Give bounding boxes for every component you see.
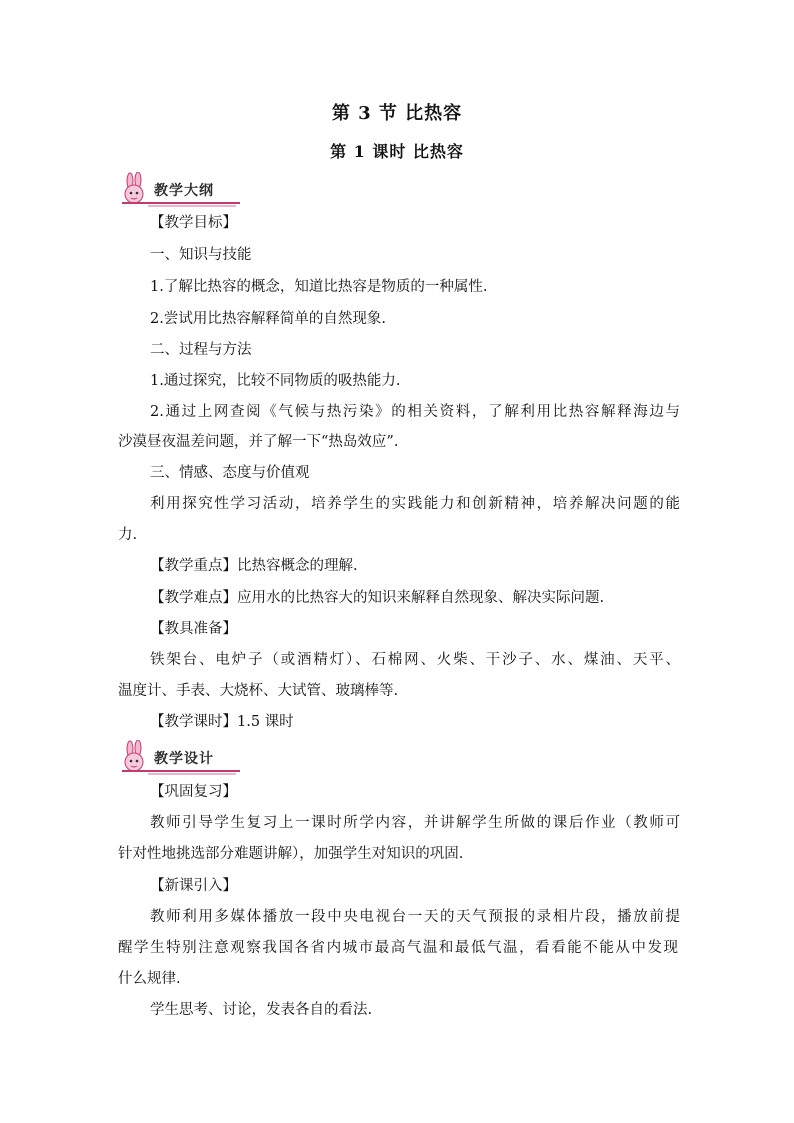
banner-label: 教学设计 (154, 751, 214, 767)
paragraph-line: 教师引导学生复习上一课时所学内容，并讲解学生所做的课后作业（教师可 (150, 815, 680, 831)
list-item: 1.通过探究，比较不同物质的吸热能力. (150, 373, 401, 389)
paragraph-line: 利用探究性学习活动，培养学生的实践能力和创新精神，培养解决问题的能 (150, 496, 680, 512)
section-title: 第 3 节 比热容 (331, 103, 463, 124)
banner-teaching-outline (118, 172, 242, 208)
banner-label: 教学大纲 (154, 183, 214, 199)
banner-teaching-design (118, 740, 242, 776)
lesson-title: 第 1 课时 比热容 (330, 142, 464, 161)
paragraph-line: 沙漠昼夜温差问题，并了解一下“热岛效应”. (118, 434, 399, 450)
list-item: 1.了解比热容的概念，知道比热容是物质的一种属性. (150, 279, 488, 295)
list-item: 2.尝试用比热容解释简单的自然现象. (150, 311, 386, 327)
goals-heading: 【教学目标】 (150, 215, 237, 231)
section-heading: 一、知识与技能 (150, 247, 252, 263)
paragraph-line: 针对性地挑选部分难题讲解），加强学生对知识的巩固. (118, 846, 464, 862)
section-heading: 二、过程与方法 (150, 342, 252, 358)
paragraph-line: 什么规律. (118, 971, 181, 987)
review-heading: 【巩固复习】 (150, 784, 237, 800)
paragraph-line: 温度计、手表、大烧杯、大试管、玻璃棒等. (118, 683, 399, 699)
section-heading: 三、情感、态度与价值观 (150, 465, 310, 481)
paragraph-line: 铁架台、电炉子（或酒精灯）、石棉网、火柴、干沙子、水、煤油、天平、 (150, 652, 680, 668)
paragraph-line: 力. (118, 527, 138, 543)
difficulty: 【教学难点】应用水的比热容大的知识来解释自然现象、解决实际问题. (150, 590, 605, 606)
paragraph-line: 2.通过上网查阅《气候与热污染》的相关资料，了解利用比热容解释海边与 (150, 404, 680, 420)
paragraph-line: 教师利用多媒体播放一段中央电视台一天的天气预报的录相片段，播放前提 (150, 909, 680, 925)
paragraph-line: 学生思考、讨论，发表各自的看法. (150, 1002, 373, 1018)
class-hours: 【教学课时】1.5 课时 (150, 714, 294, 730)
paragraph-line: 醒学生特别注意观察我国各省内城市最高气温和最低气温，看看能不能从中发现 (118, 940, 678, 956)
tools-heading: 【教具准备】 (150, 621, 237, 637)
intro-heading: 【新课引入】 (150, 878, 237, 894)
key-point: 【教学重点】比热容概念的理解. (150, 558, 358, 574)
